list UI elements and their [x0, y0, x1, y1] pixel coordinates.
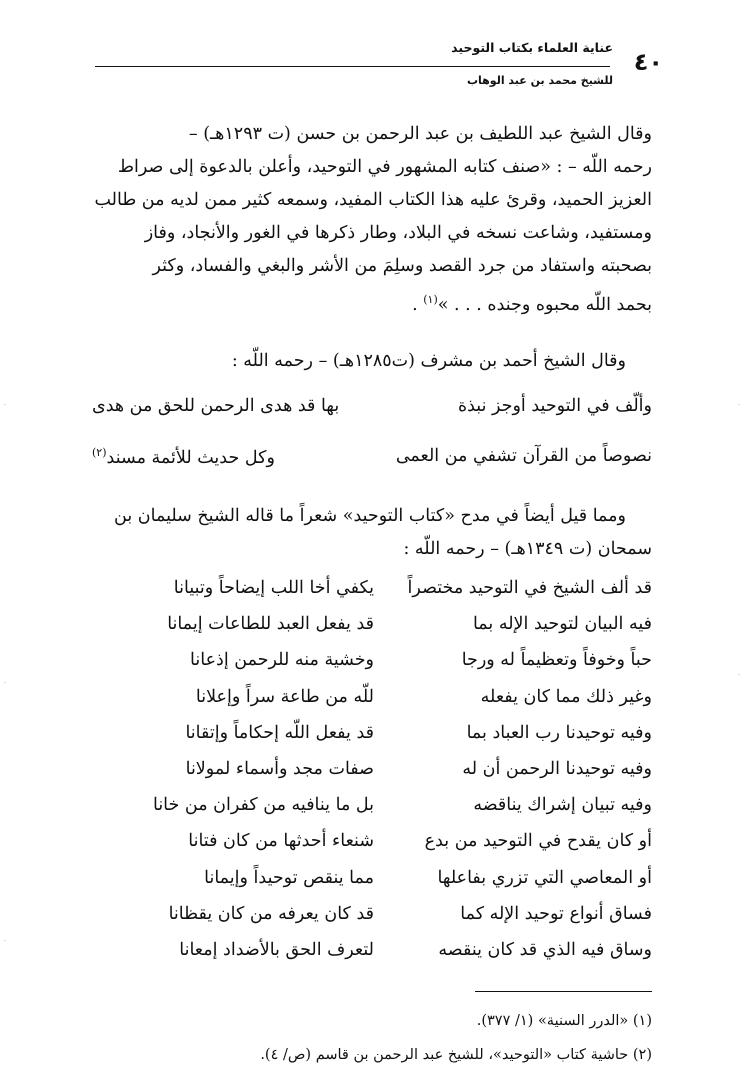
footnotes: [92, 1004, 652, 1072]
text-line-end: بحمد اللّه محبوه وجنده . . . »: [437, 294, 652, 315]
margin-mark: ·: [4, 402, 6, 409]
poem-hemistich: وساق فيه الذي قد كان ينقصه: [438, 940, 652, 961]
text-line: بحمد اللّه محبوه وجنده . . . »$^{(١)}$ .: [412, 293, 652, 315]
footnote-marker: (٢): [92, 446, 107, 459]
margin-mark: ·: [4, 938, 6, 945]
verse-hemistich-right: نصوصاً من القرآن تشفي من العمى: [395, 446, 652, 466]
poem-hemistich: وخشية منه للرحمن إذعانا: [190, 650, 374, 671]
poem-hemistich: قد كان يعرفه من كان يقظانا: [168, 903, 374, 924]
verse-row: [92, 396, 652, 416]
text-line: ومما قيل أيضاً في مدح «كتاب التوحيد» شعراً ما قاله الشيخ سليمان بن: [114, 506, 626, 526]
verse-hemistich-left: [92, 446, 275, 468]
text-line: سمحان (ت ١٣٤٩هـ) – رحمه اللّه :: [403, 539, 652, 559]
verse-row: [92, 446, 652, 468]
poem-hemistich: للّه من طاعة سراً وإعلانا: [195, 686, 374, 707]
paragraph-sulayman-ibn-sahman: [92, 500, 652, 566]
poem-hemistich: لتعرف الحق بالأضداد إمعانا: [179, 940, 374, 961]
text-line: رحمه اللّه – : «صنف كتابه المشهور في التوحيد، وأعلن بالدعوة إلى صراط: [117, 157, 652, 177]
footnote-1: (١) «الدرر السنية» (١/ ٣٧٧).: [476, 1013, 652, 1029]
margin-mark: ·: [738, 672, 740, 679]
verse-hemistich-right: وألّف في التوحيد أوجز نبذة: [457, 396, 652, 416]
running-title: عناية العلماء بكتاب التوحيد: [451, 40, 613, 55]
text-line: العزيز الحميد، وقرئ عليه هذا الكتاب المفيد، وسمعه كثير ممن لديه من طالب: [94, 190, 652, 210]
poem-hemistich: قد يفعل اللّه إحكاماً وإتقانا: [185, 722, 374, 743]
page-header: [95, 38, 663, 90]
margin-mark: ·: [4, 680, 6, 687]
text-line: بصحبته واستفاد من جرد القصد وسلِمَ من الأشر والبغي والفساد، وكثر: [152, 256, 652, 276]
footnote-2: (٢) حاشية كتاب «التوحيد»، للشيخ عبد الرحمن بن قاسم (ص/ ٤).: [260, 1047, 652, 1063]
verse-hemistich-left: بها قد هدى الرحمن للحق من هدى: [92, 396, 340, 416]
poem-hemistich: أو المعاصي التي تزري بفاعلها: [437, 867, 652, 888]
poem-column-left: [153, 570, 374, 968]
poem-hemistich: فيه البيان لتوحيد الإله بما: [472, 614, 652, 635]
header-rule: [95, 66, 610, 67]
poem-hemistich: حباً وخوفاً وتعظيماً له ورجا: [461, 650, 652, 671]
poem-hemistich: صفات مجد وأسماء لمولانا: [185, 759, 374, 780]
text-line: ومستفيد، وشاعت نسخه في البلاد، وطار ذكرها في الغور والأنجاد، وفاز: [144, 223, 652, 243]
poem-hemistich: وفيه توحيدنا الرحمن أن له: [462, 759, 652, 780]
text-line: وقال الشيخ أحمد بن مشرف (ت١٢٨٥هـ) – رحمه اللّه :: [231, 351, 626, 371]
poem-hemistich: يكفي أخا اللب إيضاحاً وتبيانا: [173, 578, 374, 598]
poem-hemistich: أو كان يقدح في التوحيد من بدع: [424, 831, 652, 852]
footnote-marker: (١): [423, 293, 438, 306]
footnote-rule: [475, 991, 652, 992]
poem-hemistich: فساق أنواع توحيد الإله كما: [460, 903, 652, 924]
poem-hemistich: قد يفعل العبد للطاعات إيمانا: [167, 614, 374, 635]
poem-hemistich: قد ألف الشيخ في التوحيد مختصراً: [407, 578, 652, 598]
paragraph-ibn-musharraf: [92, 345, 652, 378]
poem-hemistich: شنعاء أحدثها من كان فتانا: [188, 831, 374, 852]
page-number: ٤٠: [633, 48, 663, 76]
poem-hemistich: وغير ذلك مما كان يفعله: [480, 686, 652, 707]
poem-column-right: [408, 570, 652, 968]
poem-hemistich: بل ما ينافيه من كفران من خانا: [152, 795, 374, 816]
poem-hemistich: وفيه تبيان إشراك يناقضه: [473, 795, 652, 816]
text-line: وقال الشيخ عبد اللطيف بن عبد الرحمن بن حسن (ت ١٢٩٣هـ) –: [188, 124, 652, 144]
verse-text: وكل حديث للأئمة مسند: [106, 447, 275, 468]
paragraph-abdullatif: [92, 118, 652, 322]
running-subtitle: للشيخ محمد بن عبد الوهاب: [466, 74, 613, 87]
poem-hemistich: وفيه توحيدنا رب العباد بما: [466, 722, 652, 743]
poem-hemistich: مما ينقص توحيداً وإيمانا: [204, 867, 374, 888]
margin-mark: ·: [738, 402, 740, 409]
